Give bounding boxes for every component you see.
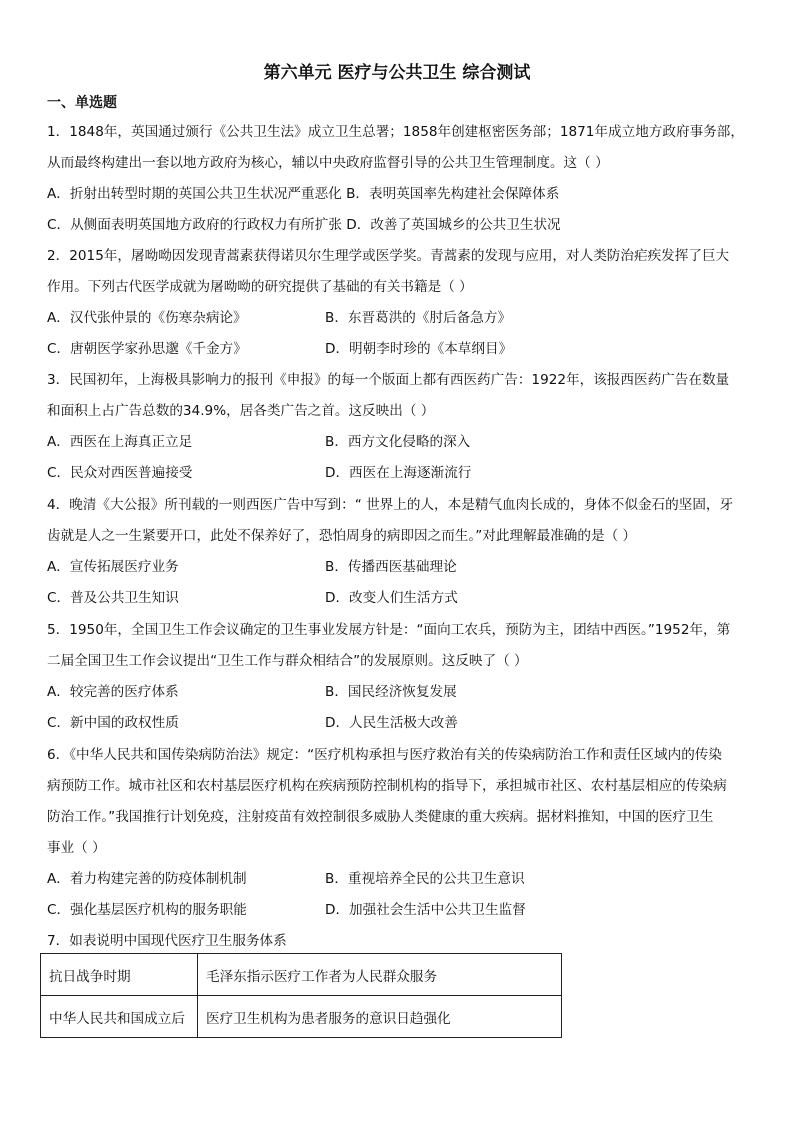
q2-option-b[interactable]: B．东晋葛洪的《肘后备急方》 xyxy=(325,310,512,326)
q4-stem-line-1: 4．晚清《大公报》所刊载的一则西医广告中写到：“ 世界上的人，本是精气血肉长成的，身体不似金石的坚固，牙 xyxy=(47,497,734,513)
table-cell-description: 医疗卫生机构为患者服务的意识日趋强化 xyxy=(198,996,562,1038)
table-cell-description: 毛泽东指示医疗工作者为人民群众服务 xyxy=(198,954,562,996)
q6-option-a[interactable]: A．着力构建完善的防疫体制机制 xyxy=(47,871,247,887)
section-heading: 一、单选题 xyxy=(47,95,117,111)
table-cell-period: 抗日战争时期 xyxy=(41,954,198,996)
q7-stem: 7．如表说明中国现代医疗卫生服务体系 xyxy=(47,933,287,949)
q2-option-d[interactable]: D．明朝李时珍的《本草纲目》 xyxy=(325,341,513,357)
q6-stem-line-4: 事业（ ） xyxy=(47,840,106,856)
q3-option-c[interactable]: C．民众对西医普遍接受 xyxy=(47,465,193,481)
q6-option-d[interactable]: D．加强社会生活中公共卫生监督 xyxy=(325,902,526,918)
q5-option-d[interactable]: D．人民生活极大改善 xyxy=(325,715,458,731)
q6-stem-line-2: 病预防工作。城市社区和农村基层医疗机构在疾病预防控制机构的指导下，承担城市社区、农村基层相应的传染病 xyxy=(47,778,727,794)
q6-option-b[interactable]: B．重视培养全民的公共卫生意识 xyxy=(325,871,525,887)
q4-option-d[interactable]: D．改变人们生活方式 xyxy=(325,590,458,606)
q2-option-a[interactable]: A．汉代张仲景的《伤寒杂病论》 xyxy=(47,310,247,326)
q1-options-ab[interactable]: A．折射出转型时期的英国公共卫生状况严重恶化 B．表明英国率先构建社会保障体系 xyxy=(47,186,560,202)
table-cell-period: 中华人民共和国成立后 xyxy=(41,996,198,1038)
q5-stem-line-2: 二届全国卫生工作会议提出“卫生工作与群众相结合”的发展原则。这反映了（ ） xyxy=(47,653,528,669)
q1-stem-line-2: 从而最终构建出一套以地方政府为核心，辅以中央政府监督引导的公共卫生管理制度。这（ ） xyxy=(47,155,609,171)
table-row xyxy=(41,954,562,996)
q6-option-c[interactable]: C．强化基层医疗机构的服务职能 xyxy=(47,902,247,918)
page-title: 第六单元 医疗与公共卫生 综合测试 xyxy=(263,63,531,83)
q7-table xyxy=(40,953,562,1038)
q6-stem-line-3: 防治工作。”我国推行计划免疫，注射疫苗有效控制很多威胁人类健康的重大疾病。据材料推知，中国的医疗卫生 xyxy=(47,809,714,825)
q6-stem-line-1: 6．《中华人民共和国传染病防治法》规定：“医疗机构承担与医疗救治有关的传染病防治工作和责任区域内的传染 xyxy=(47,747,722,763)
q5-option-b[interactable]: B．国民经济恢复发展 xyxy=(325,684,457,700)
q1-options-cd[interactable]: C．从侧面表明英国地方政府的行政权力有所扩张 D．改善了英国城乡的公共卫生状况 xyxy=(47,217,561,233)
q4-option-c[interactable]: C．普及公共卫生知识 xyxy=(47,590,179,606)
q3-option-b[interactable]: B．西方文化侵略的深入 xyxy=(325,434,471,450)
q2-stem-line-2: 作用。下列古代医学成就为屠呦呦的研究提供了基础的有关书籍是（ ） xyxy=(47,279,473,295)
q2-stem-line-1: 2．2015年，屠呦呦因发现青蒿素获得诺贝尔生理学或医学奖。青蒿素的发现与应用，对人类防治疟疾发挥了巨大 xyxy=(47,248,730,264)
q3-stem-line-1: 3．民国初年，上海极具影响力的报刊《申报》的每一个版面上都有西医药广告：1922年，该报西医药广告在数量 xyxy=(47,372,730,388)
table-row xyxy=(41,996,562,1038)
q4-stem-line-2: 齿就是人之一生紧要开口，此处不保养好了，恐怕周身的病即因之而生。”对此理解最准确的是（ ） xyxy=(47,528,637,544)
q3-stem-line-2: 和面积上占广告总数的34.9%，居各类广告之首。这反映出（ ） xyxy=(47,403,435,419)
q4-option-b[interactable]: B．传播西医基础理论 xyxy=(325,559,457,575)
q1-stem-line-1: 1．1848年，英国通过颁行《公共卫生法》成立卫生总署；1858年创建枢密医务部；1871年成立地方政府事务部， xyxy=(47,124,744,140)
q5-option-a[interactable]: A．较完善的医疗体系 xyxy=(47,684,179,700)
q4-option-a[interactable]: A．宣传拓展医疗业务 xyxy=(47,559,179,575)
q3-option-d[interactable]: D．西医在上海逐渐流行 xyxy=(325,465,472,481)
q5-stem-line-1: 5．1950年，全国卫生工作会议确定的卫生事业发展方针是：“面向工农兵，预防为主，团结中西医。”1952年，第 xyxy=(47,622,731,638)
q5-option-c[interactable]: C．新中国的政权性质 xyxy=(47,715,179,731)
q3-option-a[interactable]: A．西医在上海真正立足 xyxy=(47,434,193,450)
q2-option-c[interactable]: C．唐朝医学家孙思邈《千金方》 xyxy=(47,341,247,357)
